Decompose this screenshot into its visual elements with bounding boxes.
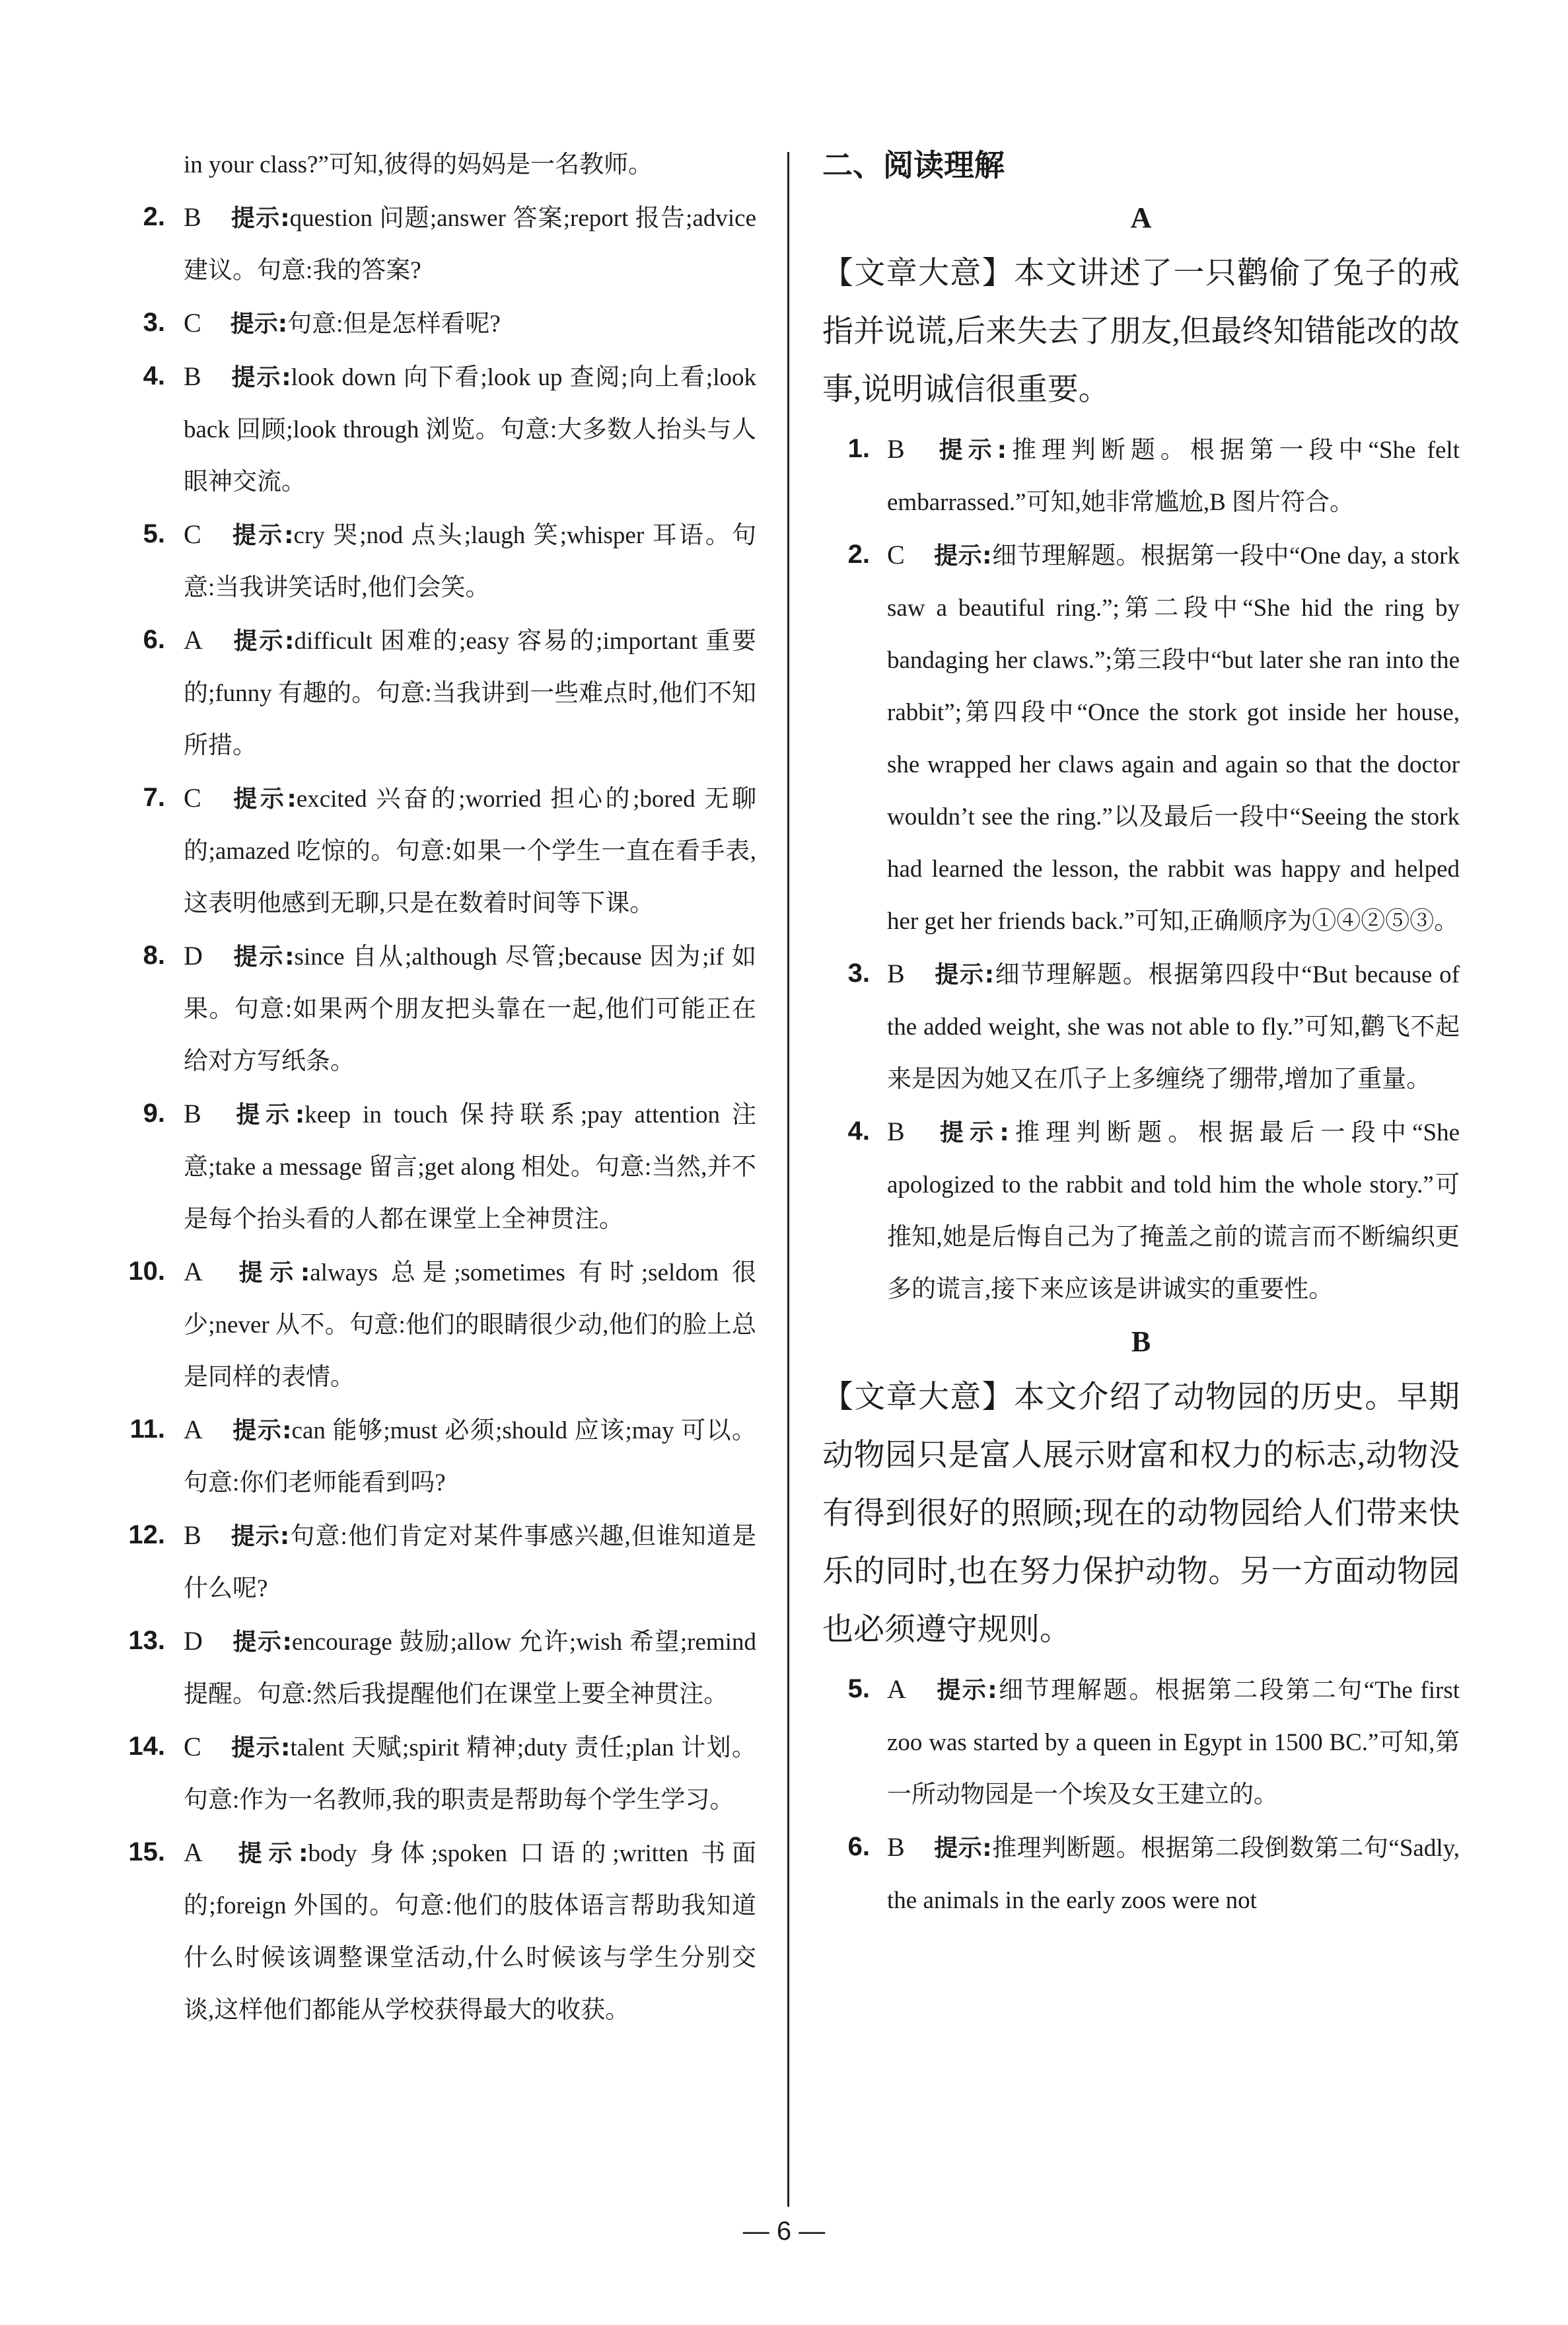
hint-label: 提示:	[230, 1523, 290, 1550]
item-number: 12.	[128, 1520, 165, 1549]
answer-item	[822, 947, 1460, 1105]
item-number: 14.	[128, 1732, 165, 1761]
answer-item	[119, 614, 756, 772]
hint-label: 提示:	[230, 311, 288, 338]
hint-label: 提示:	[231, 943, 295, 971]
hint-label: 提示:	[230, 1734, 291, 1761]
hint-text: keep in touch 保持联系;pay attention 注意;take a message 留言;get along 相处。句意:当然,并不是每个抬头看的人都在课堂上全神贯注。	[184, 1101, 756, 1233]
item-answer: C	[184, 519, 201, 549]
answer-item	[119, 1509, 756, 1615]
hint-text: talent 天赋;spirit 精神;duty 责任;plan 计划。句意:作为一名教师,我的职责是帮助每个学生学习。	[184, 1734, 756, 1814]
item-answer: A	[184, 1415, 203, 1444]
summary-tag: 【文章大意】	[822, 1379, 1014, 1415]
item-answer: B	[887, 959, 905, 988]
item-number: 1.	[847, 434, 870, 463]
item-answer: C	[184, 1732, 201, 1761]
section-title: 二、阅读理解	[822, 147, 1005, 183]
hint-label: 提示:	[231, 1259, 310, 1286]
hint-label: 提示:	[933, 961, 995, 988]
answer-item	[119, 350, 756, 508]
hint-text: question 问题;answer 答案;report 报告;advice 建议。句意:我的答案?	[184, 205, 756, 284]
answer-item	[119, 297, 756, 350]
item-number: 6.	[143, 625, 165, 654]
item-answer: B	[887, 1832, 905, 1862]
answer-item	[822, 529, 1460, 947]
item-number: 13.	[128, 1626, 165, 1655]
answer-item	[119, 1088, 756, 1245]
summary-tag: 【文章大意】	[822, 255, 1014, 291]
item-answer: A	[184, 1257, 203, 1286]
passage-summary	[822, 244, 1460, 419]
hint-text: 推理判断题。根据最后一段中“She apologized to the rabbit and told him the whole story.”可推知,她是后悔自己为了掩盖之前的谎言而不断编织更多的谎言,接下来应该是讲诚实的重要性。	[887, 1119, 1460, 1303]
hint-label: 提示:	[230, 205, 290, 232]
passages	[822, 192, 1460, 1927]
hint-text: 推理判断题。根据第一段中“She felt embarrassed.”可知,她非常尴尬,B 图片符合。	[887, 437, 1460, 516]
answer-item	[119, 930, 756, 1088]
hint-label: 提示:	[231, 1417, 292, 1444]
column-divider	[787, 152, 789, 2207]
summary-text: 本文介绍了动物园的历史。早期动物园只是富人展示财富和权力的标志,动物没有得到很好的照顾;现在的动物园给人们带来快乐的同时,也在努力保护动物。另一方面动物园也必须遵守规则。	[822, 1380, 1460, 1647]
item-answer: B	[184, 1099, 201, 1128]
hint-text: body 身体;spoken 口语的;written 书面的;foreign 外国的。句意:他们的肢体语言帮助我知道什么时候该调整课堂活动,什么时候该与学生分别交谈,这样他们都能从学校获得最大的收获。	[184, 1840, 756, 2024]
item-answer: A	[887, 1674, 906, 1704]
hint-text: 推理判断题。根据第二段倒数第二句“Sadly, the animals in the early zoos were not	[887, 1835, 1460, 1914]
hint-label: 提示:	[230, 1101, 305, 1128]
answer-item	[119, 1826, 756, 2036]
left-column	[119, 139, 756, 2036]
hint-label: 提示:	[935, 1677, 997, 1704]
answer-item	[822, 423, 1460, 529]
hint-label: 提示:	[933, 1835, 992, 1862]
item-answer: B	[887, 434, 905, 464]
passage-label: B	[1131, 1325, 1151, 1358]
right-column	[822, 139, 1460, 1927]
item-answer: A	[184, 1837, 203, 1867]
answer-item	[119, 508, 756, 614]
item-1-continuation: in your class?”可知,彼得的妈妈是一名教师。	[184, 151, 653, 178]
item-number: 2.	[143, 202, 165, 231]
item-number: 5.	[847, 1674, 870, 1703]
item-number: 7.	[143, 783, 165, 812]
hint-label: 提示:	[231, 628, 295, 655]
hint-label: 提示:	[933, 1119, 1009, 1146]
item-number: 4.	[143, 361, 165, 390]
item-answer: A	[184, 625, 203, 655]
answer-item	[119, 1403, 756, 1509]
hint-label: 提示:	[231, 1629, 292, 1656]
hint-text: look down 向下看;look up 查阅;向上看;look back 回顾;look through 浏览。句意:大多数人抬头与人眼神交流。	[184, 364, 756, 496]
hint-text: 句意:他们肯定对某件事感兴趣,但谁知道是什么呢?	[184, 1523, 756, 1602]
item-number: 15.	[128, 1837, 165, 1866]
item-answer: B	[887, 1117, 905, 1146]
passage-label: A	[1130, 202, 1152, 234]
item-answer: C	[184, 783, 201, 813]
hint-text: difficult 困难的;easy 容易的;important 重要的;funny 有趣的。句意:当我讲到一些难点时,他们不知所措。	[184, 628, 756, 759]
item-number: 2.	[847, 540, 870, 569]
item-number: 6.	[847, 1832, 870, 1861]
item-answer: C	[184, 308, 201, 338]
item-answer: B	[184, 1520, 201, 1550]
item-answer: B	[184, 202, 201, 232]
answer-item	[119, 1245, 756, 1403]
item-number: 3.	[847, 959, 870, 988]
answer-item	[822, 1663, 1460, 1821]
hint-text: cry 哭;nod 点头;laugh 笑;whisper 耳语。句意:当我讲笑话时,他们会笑。	[184, 522, 756, 601]
item-number: 9.	[143, 1099, 165, 1128]
item-number: 11.	[129, 1415, 165, 1444]
hint-label: 提示:	[933, 542, 992, 570]
item-answer: D	[184, 1626, 203, 1656]
summary-text: 本文讲述了一只鹳偷了兔子的戒指并说谎,后来失去了朋友,但最终知错能改的故事,说明诚信很重要。	[822, 256, 1460, 407]
left-answer-list	[119, 191, 756, 2036]
answer-item	[119, 191, 756, 297]
answer-item	[119, 772, 756, 930]
hint-text: 句意:但是怎样看呢?	[287, 311, 501, 338]
item-number: 8.	[143, 941, 165, 970]
hint-text: excited 兴奋的;worried 担心的;bored 无聊的;amazed 吃惊的。句意:如果一个学生一直在看手表,这表明他感到无聊,只是在数着时间等下课。	[184, 786, 756, 917]
item-answer: B	[184, 361, 201, 391]
answer-item	[822, 1105, 1460, 1315]
answer-item	[119, 1720, 756, 1826]
hint-text: 细节理解题。根据第四段中“But because of the added weight, she was not able to fly.”可知,鹳飞不起来是因为她又在爪子上多缠绕了绷带,增加了重量。	[887, 961, 1460, 1093]
hint-label: 提示:	[933, 437, 1007, 464]
hint-label: 提示:	[231, 1840, 308, 1867]
answer-item	[822, 1821, 1460, 1927]
hint-text: 细节理解题。根据第二段第二句“The first zoo was started by a queen in Egypt in 1500 BC.”可知,第一所动物园是一个埃及女王建立的。	[887, 1677, 1460, 1808]
passage-summary	[822, 1368, 1460, 1659]
item-number: 3.	[143, 308, 165, 337]
hint-text: encourage 鼓励;allow 允许;wish 希望;remind 提醒。句意:然后我提醒他们在课堂上要全神贯注。	[184, 1629, 756, 1708]
hint-text: since 自从;although 尽管;because 因为;if 如果。句意:如果两个朋友把头靠在一起,他们可能正在给对方写纸条。	[184, 943, 756, 1075]
hint-label: 提示:	[230, 786, 297, 813]
item-answer: D	[184, 941, 203, 971]
hint-text: can 能够;must 必须;should 应该;may 可以。句意:你们老师能看到吗?	[184, 1417, 756, 1496]
item-number: 5.	[143, 519, 165, 548]
item-number: 4.	[847, 1117, 870, 1146]
item-number: 10.	[128, 1257, 165, 1286]
hint-label: 提示:	[230, 364, 291, 391]
answer-item	[119, 1615, 756, 1720]
hint-text: 细节理解题。根据第一段中“One day, a stork saw a beautiful ring.”;第二段中“She hid the ring by bandaging her claws.”;第三段中“but later she ran into the rabbit”;第四段中“Once the stork got inside her house, she wrapped her claws again and again so that the doctor wouldn’t see the ring.”以及最后一段中“Seeing the stork had learned the lesson, the rabbit was happy and helped her get her friends back.”可知,正确顺序为①④②⑤③。	[887, 542, 1460, 935]
page-number: — 6 —	[742, 2217, 826, 2246]
item-answer: C	[887, 540, 905, 570]
hint-text: always 总是;sometimes 有时;seldom 很少;never 从不。句意:他们的眼睛很少动,他们的脸上总是同样的表情。	[184, 1259, 756, 1391]
hint-label: 提示:	[230, 522, 294, 549]
